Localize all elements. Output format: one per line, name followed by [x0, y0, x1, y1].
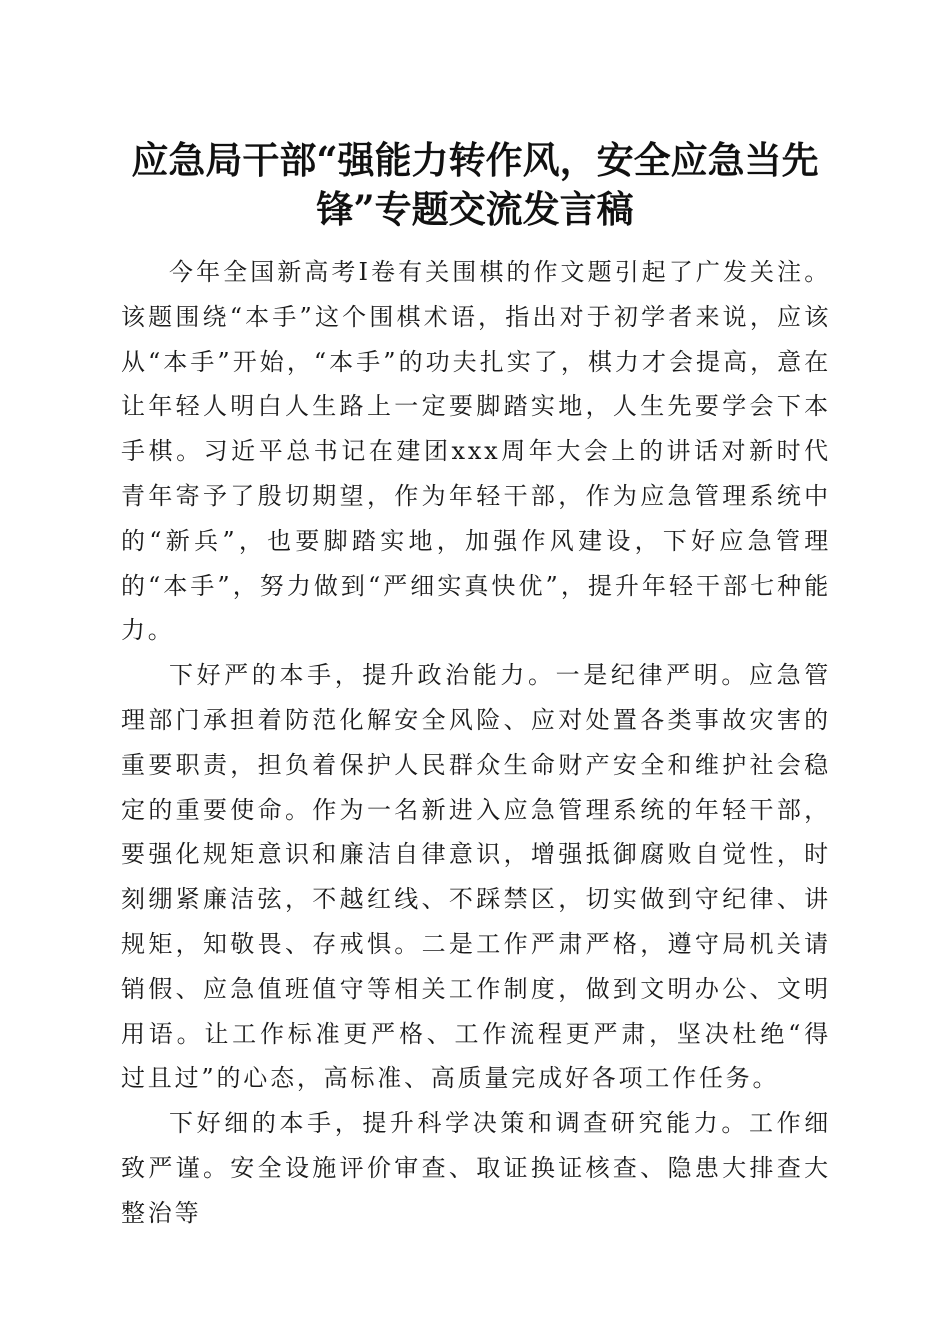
document-body — [121, 250, 831, 1236]
paragraph-2: 下好严的本手，提升政治能力。一是纪律严明。应急管理部门承担着防范化解安全风险、应对处置各类事故灾害的重要职责，担负着保护人民群众生命财产安全和维护社会稳定的重要使命。作为一名新进入应急管理系统的年轻干部，要强化规矩意识和廉洁自律意识，增强抵御腐败自觉性，时刻绷紧廉洁弦，不越红线、不踩禁区，切实做到守纪律、讲规矩，知敬畏、存戒惧。二是工作严肃严格，遵守局机关请销假、应急值班值守等相关工作制度，做到文明办公、文明用语。让工作标准更严格、工作流程更严肃，坚决杜绝“得过且过”的心态，高标准、高质量完成好各项工作任务。 — [121, 661, 831, 1093]
paragraph-3: 下好细的本手，提升科学决策和调查研究能力。工作细致严谨。安全设施评价审查、取证换证核查、隐患大排查大整治等 — [121, 1109, 831, 1227]
title-line-2: 锋”专题交流发言稿 — [316, 187, 634, 231]
paragraph-1: 今年全国新高考Ⅰ卷有关围棋的作文题引起了广发关注。该题围绕“本手”这个围棋术语，指出对于初学者来说，应该从“本手”开始，“本手”的功夫扎实了，棋力才会提高，意在让年轻人明白人生路上一定要脚踏实地，人生先要学会下本手棋。习近平总书记在建团xxx周年大会上的讲话对新时代青年寄予了殷切期望，作为年轻干部，作为应急管理系统中的“新兵”，也要脚踏实地，加强作风建设，下好应急管理的“本手”，努力做到“严细实真快优”，提升年轻干部七种能力。 — [121, 258, 831, 645]
title-line-1: 应急局干部“强能力转作风，安全应急当先 — [131, 138, 819, 182]
document-title — [100, 136, 850, 234]
